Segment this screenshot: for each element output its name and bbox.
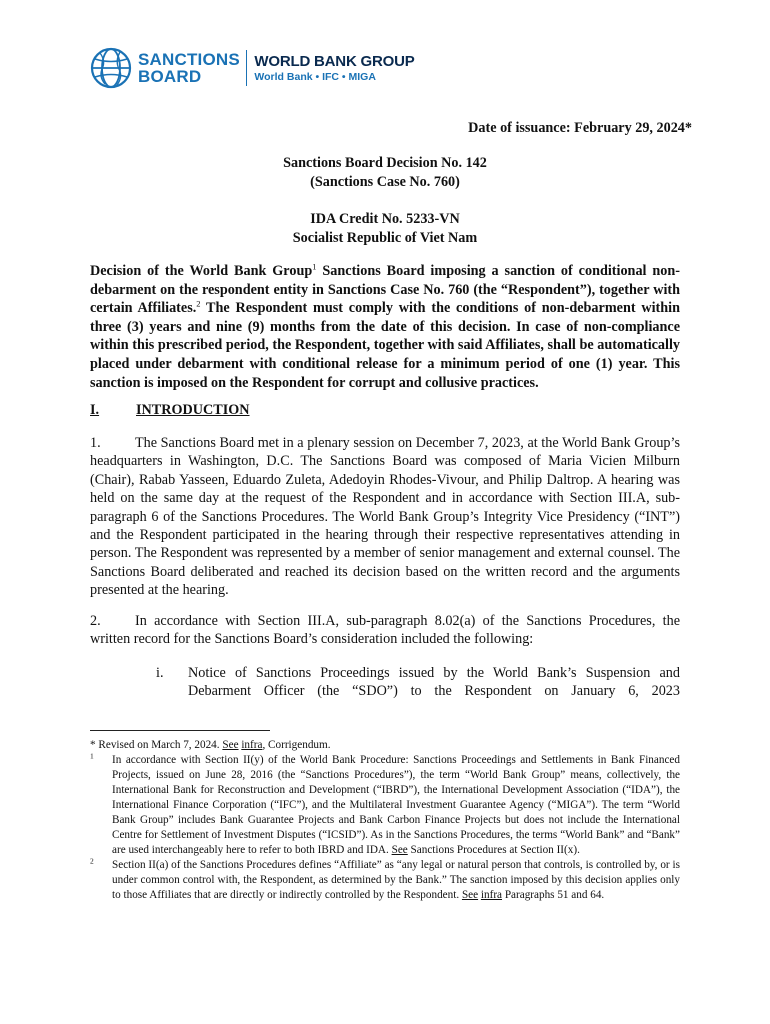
country-name: Socialist Republic of Viet Nam: [292, 230, 478, 246]
list-marker: i.: [156, 665, 164, 681]
footnote-star: [90, 738, 680, 753]
credit-number: IDA Credit No. 5233-VN: [310, 211, 460, 227]
paragraph-2: [90, 612, 680, 649]
decision-heading: [0, 154, 770, 192]
infra-link[interactable]: infra: [480, 889, 503, 901]
footnote-separator: [90, 730, 270, 731]
decision-summary: [90, 262, 680, 392]
footnote-text: In accordance with Section II(y) of the World Bank Procedure: Sanctions Proceedings and Settlements in Bank Financed Projects, issued on June 28, 2016 (the “Sanctions Procedures”), the term “World Bank Group” means, collectively, the International Bank for Reconstruction and Development (“IBRD”), the International Development Association (“IDA”), the International Finance Corporation (“IFC”), and the Multilateral Investment Guarantee Agency (“MIGA”). The term “World Bank Group” includes Bank Guarantee Projects and Bank Carbon Finance Projects but does not include the International Centre for Settlement of Investment Disputes (“ICSID”). As in the Sanctions Procedures, the terms “World Bank” and “Bank” are used interchangeably here to refer to both IBRD and IDA.: [112, 754, 680, 856]
footnote-text: , Corrigendum.: [262, 739, 331, 751]
section-heading: [90, 402, 250, 419]
sanctions-board-logo: [90, 46, 415, 90]
see-link[interactable]: See: [222, 739, 239, 751]
paragraph-number: 2.: [90, 613, 101, 629]
footnote-text: Revised on March 7, 2024.: [98, 739, 223, 751]
section-title: INTRODUCTION: [136, 402, 250, 418]
footnote-text: Paragraphs 51 and 64.: [502, 889, 605, 901]
infra-link[interactable]: infra: [241, 739, 263, 751]
case-number: (Sanctions Case No. 760): [310, 174, 460, 190]
date-of-issuance: Date of issuance: February 29, 2024*: [468, 120, 692, 136]
footnote-text: Sanctions Procedures at Section II(x).: [407, 844, 580, 856]
world-bank-group-wordmark: [254, 53, 414, 84]
decision-number: Sanctions Board Decision No. 142: [283, 155, 487, 171]
globe-icon: [90, 47, 132, 89]
footnote-text: Section II(a) of the Sanctions Procedures defines “Affiliate” as “any legal or natural person that controls, is controlled by, or is under common control with, the Respondent, as determined by the Bank.” The sanction imposed by this decision applies only to those Affiliates that are directly or indirectly controlled by the Respondent.: [112, 859, 680, 901]
org-title: WORLD BANK GROUP: [254, 52, 415, 70]
paragraph-number: 1.: [90, 435, 101, 451]
footnote-2: [90, 858, 680, 903]
footnote-1: [90, 753, 680, 858]
footnote-1-label: 1: [90, 751, 94, 761]
decision-text-2: Sanctions Board imposing a sanction of conditional non-debarment on the respondent entity in Sanctions Case No. 760 (the “Respondent”), together with certain Affiliates.: [90, 263, 680, 317]
footnote-ref-1[interactable]: 1: [312, 261, 317, 272]
paragraph-1: [90, 434, 680, 600]
list-item-text: Notice of Sanctions Proceedings issued by the World Bank’s Suspension and Debarment Officer (the “SDO”) to the Respondent on January 6, 2023: [188, 665, 680, 700]
footnote-star-label: *: [90, 739, 96, 751]
logo-line-1: SANCTIONS: [138, 50, 240, 69]
sanctions-board-wordmark: [138, 51, 240, 85]
footnote-2-label: 2: [90, 856, 94, 866]
decision-text-3: The Respondent must comply with the conditions of non-debarment within three (3) years and nine (9) months from the date of this decision. In case of non-compliance within this prescribed period, the Respondent, together with said Affiliates, shall be automatically placed under debarment with conditional release for a minimum period of one (1) year. This sanction is imposed on the Respondent for corrupt and collusive practices.: [90, 300, 680, 391]
logo-divider: [246, 50, 248, 86]
footnote-ref-2[interactable]: 2: [196, 298, 201, 309]
credit-heading: [0, 210, 770, 248]
decision-text-1: Decision of the World Bank Group: [90, 263, 313, 279]
list-item: [156, 664, 680, 701]
footnotes: [90, 738, 680, 903]
paragraph-text: In accordance with Section III.A, sub-paragraph 8.02(a) of the Sanctions Procedures, the written record for the Sanctions Board’s consideration included the following:: [90, 613, 680, 648]
logo-line-2: BOARD: [138, 67, 202, 86]
see-link[interactable]: See: [461, 889, 479, 901]
see-link[interactable]: See: [391, 844, 408, 856]
org-subtitle: World Bank • IFC • MIGA: [254, 70, 376, 83]
section-number: I.: [90, 402, 100, 418]
paragraph-text: The Sanctions Board met in a plenary session on December 7, 2023, at the World Bank Group’s headquarters in Washington, D.C. The Sanctions Board was composed of Maria Vicien Milburn (Chair), Rabab Yasseen, Eduardo Zuleta, Adedoyin Rhodes-Vivour, and Philip Daltrop. A hearing was held on the same day at the request of the Respondent and in accordance with Section III.A, sub-paragraph 6 of the Sanctions Procedures. The World Bank Group’s Integrity Vice Presidency (“INT”) and the Respondent participated in the hearing through their respective representatives attending in person. The Respondent was represented by a member of senior management and external counsel. The Sanctions Board deliberated and reached its decision based on the written record and the arguments presented at the hearing.: [90, 435, 680, 599]
